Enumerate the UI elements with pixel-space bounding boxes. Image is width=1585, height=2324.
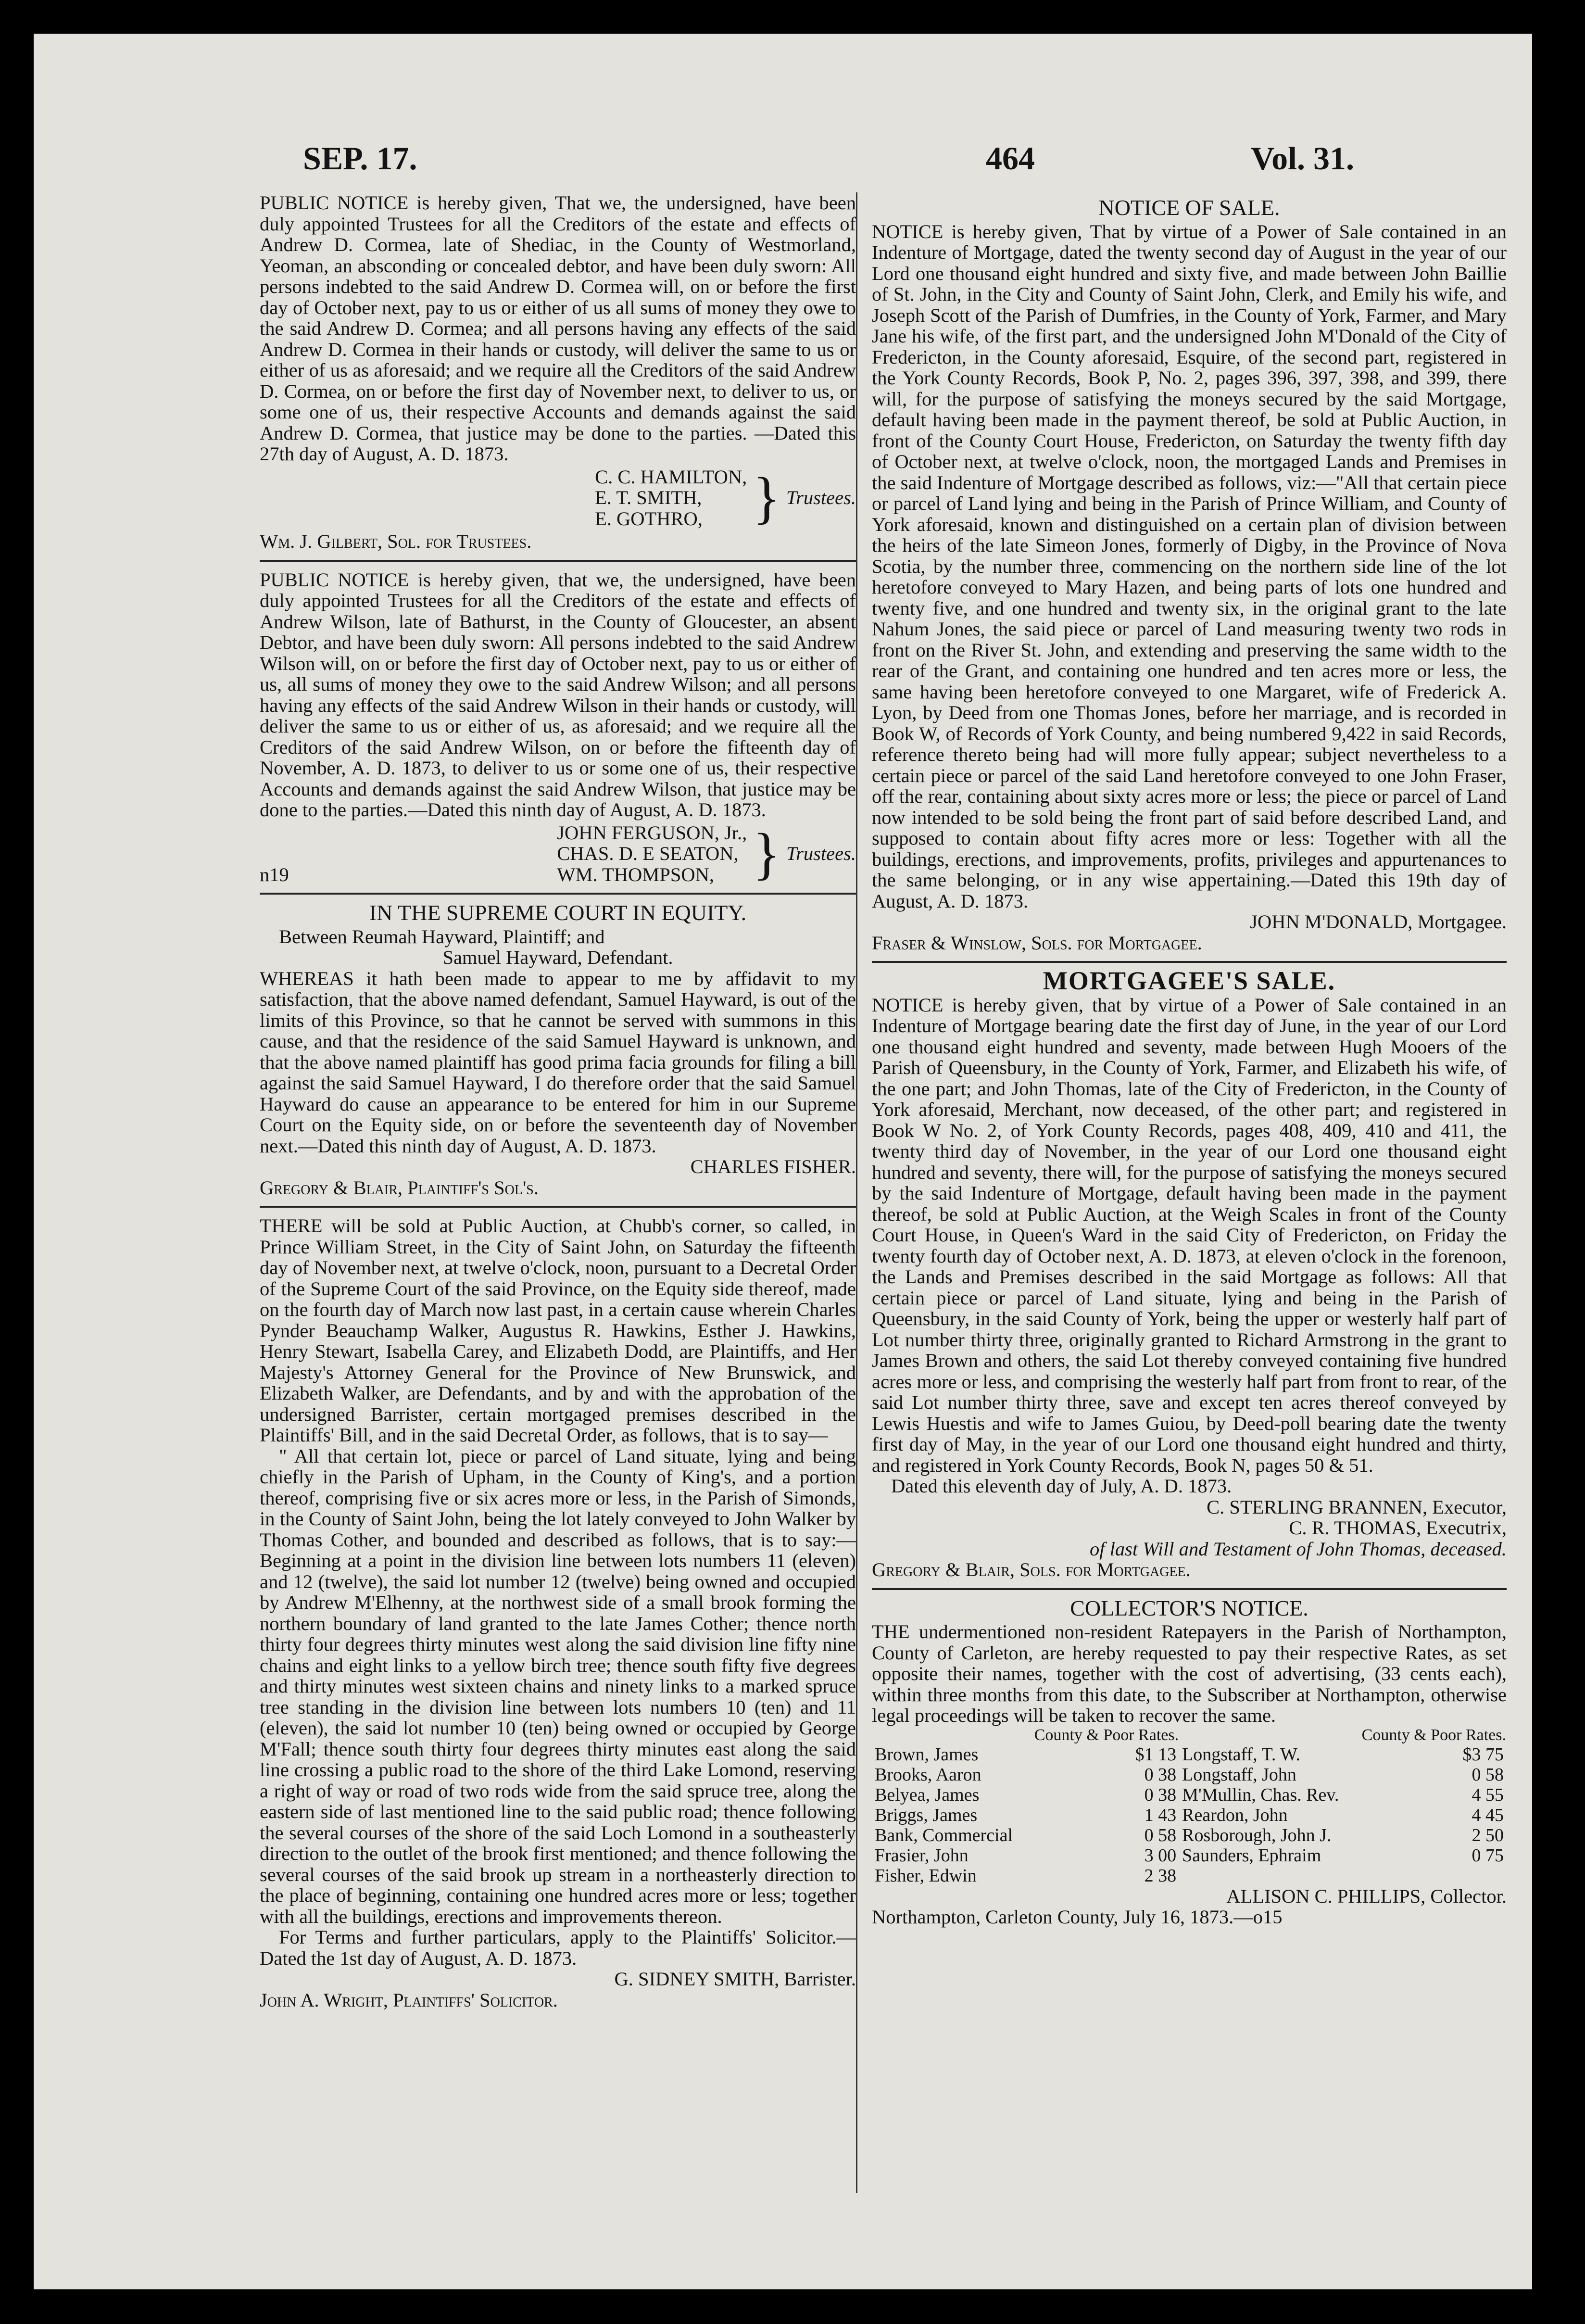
collector-signer: ALLISON C. PHILLIPS, Collector. xyxy=(1226,1885,1507,1907)
notice-code: n19 xyxy=(260,863,289,885)
table-row: Brooks, Aaron 0 38 Longstaff, John 0 58 xyxy=(875,1764,1504,1785)
table-row: Frasier, John 3 00 Saunders, Ephraim 0 75 xyxy=(875,1845,1504,1866)
solicitor-line: Gregory & Blair, Plaintiff's Sol's. xyxy=(260,1176,539,1199)
divider xyxy=(260,560,856,562)
solicitor-line: Gregory & Blair, Sols. for Mortgagee. xyxy=(872,1559,1191,1580)
trustee-name: E. GOTHRO, xyxy=(595,507,703,530)
brace-icon: } xyxy=(753,465,780,530)
table-row: Bank, Commercial 0 58 Rosborough, John J. 2 50 xyxy=(875,1825,1504,1845)
divider xyxy=(260,1206,856,1208)
mortgagee-sale-title: MORTGAGEE'S SALE. xyxy=(1043,966,1336,995)
executrix-signer: C. R. THOMAS, Executrix, xyxy=(1289,1517,1507,1539)
court-notice-title: IN THE SUPREME COURT IN EQUITY. xyxy=(369,900,747,925)
court-signer: CHARLES FISHER. xyxy=(690,1156,856,1177)
solicitor-line: Wm. J. Gilbert, Sol. for Trustees. xyxy=(260,530,532,552)
notice-of-sale-text: NOTICE is hereby given, That by virtue of a Power of Sale contained in an Indenture of Mortgage, dated the twenty second day of August in the year of our Lord one thousand eight hundred and sixty five, and made between John Baillie of St. John, in the City and County of Saint John, Clerk, and Emily his wife, and Joseph Scott of the Parish of Dumfries, in the County of York, Farmer, and Mary Jane his wife, of the first part, and the undersigned John M'Donald of the City of Fredericton, in the County aforesaid, Esquire, of the second part, registered in the York County Records, Book P, No. 2, pages 396, 397, 398, and 399, there will, for the purpose of satisfying the moneys secured by the said Mortgage, default having been made in the payment thereof, be sold at Public Auction, in front of the County Court House, Fredericton, on Saturday the twenty fifth day of October next, at twelve o'clock, noon, the mortgaged Lands and Premises in the said Indenture of Mortgage described as follows, viz:—"All that certain piece or parcel of Land lying and being in the Parish of Prince William, and County of York aforesaid, known and distinguished on a certain plan of division between the heirs of the late Simeon Jones, formerly of Digby, in the Province of Nova Scotia, by the number three, commencing on the northern side line of the lot heretofore conveyed to Mary Hazen, and being parts of lots one hundred and twenty five, and one hundred and twenty six, in the original grant to the late Nahum Jones, the said piece or parcel of Land measuring twenty two rods in front on the River St. John, and extending and preserving the same width to the rear of the Grant, and containing one hundred and ten acres more or less, the same having been heretofore conveyed to one Margaret, wife of Frederick A. Lyon, by Deed from one Thomas Jones, before her marriage, and is recorded in Book W, of Records of York County, and being numbered 9,422 in said Records, reference thereto being had will more fully appear; subject nevertheless to a certain piece or parcel of the said Land heretofore conveyed to one John Fraser, off the rear, containing about sixty acres more or less; the piece or parcel of Land now intended to be sold being the front part of said before described Land, and supposed to contain about fifty acres more or less: Together with all the buildings, erections, and improvements, profits, privileges and appurtenances to the same belonging, or in any wise appertaining.—Dated this 19th day of August, A. D. 1873. xyxy=(872,220,1507,912)
divider xyxy=(872,961,1507,963)
table-row: Brown, James $1 13 Longstaff, T. W. $3 75 xyxy=(875,1744,1504,1765)
table-row: Fisher, Edwin 2 38 xyxy=(875,1865,1177,1886)
rates-column-header: County & Poor Rates. xyxy=(1034,1726,1179,1744)
trustees-signature-cormea xyxy=(260,467,856,530)
auction-terms: For Terms and further particulars, apply to the Plaintiffs' Solicitor.—Dated the 1st day of August, A. D. 1873. xyxy=(260,1926,856,1969)
auction-signer: G. SIDNEY SMITH, Barrister. xyxy=(614,1968,856,1990)
mortgagee-dated: Dated this eleventh day of July, A. D. 1873. xyxy=(891,1475,1232,1497)
table-row: Briggs, James 1 43 Reardon, John 4 45 xyxy=(875,1805,1504,1825)
trustees-notice-wilson-text: PUBLIC NOTICE is hereby given, that we, the undersigned, have been duly appointed Trustees for all the Creditors of the estate and effects of Andrew Wilson, late of Bathurst, in the County of Gloucester, an absent Debtor, and have been duly sworn: All persons indebted to the said Andrew Wilson will, on or before the first day of October next, pay to us or either of us, all sums of money they owe to the said Andrew Wilson; and all persons having any effects of the said Andrew Wilson in their hands or custody, will deliver the same to us or either of us, as aforesaid; and we require all the Creditors of the said Andrew Wilson, on or before the fifteenth day of November, A. D. 1873, to deliver to us or some one of us, their respective Accounts and demands against the said Andrew Wilson, that justice may be done to the parties.—Dated this ninth day of August, A. D. 1873. xyxy=(260,568,856,821)
trustees-notice-cormea-text: PUBLIC NOTICE is hereby given, That we, the undersigned, have been duly appointed Trustees for all the Creditors of the estate and effects of Andrew D. Cormea, late of Shediac, in the County of Westmorland, Yeoman, an absconding or concealed debtor, and have been duly sworn: All persons indebted to the said Andrew D. Cormea will, on or before the first day of October next, pay to us or either of us all sums of money they owe to the said Andrew D. Cormea; and all persons having any effects of the said Andrew D. Cormea in their hands or custody, will deliver the same to us or either of us as aforesaid; and we require all the Creditors of the said Andrew D. Cormea, on or before the first day of November next, to deliver to us, or some one of us, their respective Accounts and demands against the said Andrew D. Cormea, that justice may be done to the parties. —Dated this 27th day of August, A. D. 1873. xyxy=(260,192,856,465)
header-date: SEP. 17. xyxy=(303,140,417,177)
header-page-number: 464 xyxy=(986,140,1035,177)
collector-place-date: Northampton, Carleton County, July 16, 1873.—o15 xyxy=(872,1906,1283,1928)
trustees-signature-wilson xyxy=(260,822,856,885)
trustee-name: WM. THOMPSON, xyxy=(557,863,714,885)
divider xyxy=(260,893,856,895)
court-parties-line: Between Reumah Hayward, Plaintiff; and xyxy=(279,925,605,947)
left-column xyxy=(260,192,856,2193)
trustee-name: CHAS. D. E SEATON, xyxy=(557,843,739,864)
sale-signer: JOHN M'DONALD, Mortgagee. xyxy=(1250,911,1507,933)
auction-notice-text: THERE will be sold at Public Auction, at Chubb's corner, so called, in Prince William Street, in the City of Saint John, on Saturday the fifteenth day of November next, at twelve o'clock, noon, pursuant to a Decretal Order of the Supreme Court of the said Province, on the Equity side thereof, made on the fourth day of March now last past, in a certain cause wherein Charles Pynder Beauchamp Walker, Augustus R. Hawkins, Esther J. Hawkins, Henry Stewart, Isabella Carey, and Elizabeth Dodd, are Plaintiffs, and Her Majesty's Attorney General for the Province of New Brunswick, and Elizabeth Walker, are Defendants, and by and with the approbation of the undersigned Barrister, certain mortgaged premises described in the Plaintiffs' Bill, and in the said Decretal Order, as follows, that is to say— xyxy=(260,1215,856,1446)
page-header xyxy=(303,125,1354,192)
solicitor-line: Fraser & Winslow, Sols. for Mortgagee. xyxy=(872,932,1202,954)
divider xyxy=(872,1588,1507,1590)
mortgagee-sale-text: NOTICE is hereby given, that by virtue of a Power of Sale contained in an Indenture of Mortgage bearing date the first day of June, in the year of our Lord one thousand eight hundred and seventy, made between Hugh Mooers of the Parish of Queensbury, in the County of York, Farmer, and Elizabeth his wife, of the one part; and John Thomas, late of the City of Fredericton, in the County of York aforesaid, Merchant, now deceased, of the other part; and registered in Book W No. 2, of York County Records, pages 408, 409, 410 and 411, the twenty third day of November, in the year of our Lord one thousand eight hundred and seventy, there will, for the purpose of satisfying the moneys secured by the said Indenture of Mortgage, default having been made in the payment thereof, be sold at Public Auction, at the Weigh Scales in front of the County Court House, in Queen's Ward in the said City of Fredericton, on Friday the twenty fourth day of October next, A. D. 1873, at eleven o'clock in the forenoon, the Lands and Premises described in the said Mortgage as follows: All that certain piece or parcel of Land situate, lying and being in the Parish of Queensbury, in the said County of York, being the upper or westerly half part of Lot number thirty three, originally granted to Richard Armstrong in the grant to James Brown and others, the said Lot thereby conveyed containing five hundred acres more or less, and comprising the westerly half part from front to rear, of the said Lot number thirty three, save and except ten acres thereof conveyed by Lewis Huestis and wife to James Guiou, by Deed-poll bearing date the twenty first day of May, in the year of our Lord one thousand eight hundred and thirty, and registered in York County Records, Book N, pages 50 & 51. xyxy=(872,994,1507,1476)
trustee-name: C. C. HAMILTON, xyxy=(595,466,747,488)
collector-notice-text: THE undermentioned non-resident Ratepayers in the Parish of Northampton, County of Carleton, are hereby requested to pay their respective Rates, as set opposite their names, together with the cost of advertising, (33 cents each), within three months from this date, to the Subscriber at Northampton, otherwise legal proceedings will be taken to recover the same. xyxy=(872,1621,1507,1726)
testament-line: of last Will and Testament of John Thomas, deceased. xyxy=(1090,1538,1507,1560)
notice-of-sale-title: NOTICE OF SALE. xyxy=(1098,195,1280,220)
court-parties-line: Samuel Hayward, Defendant. xyxy=(442,947,673,968)
brace-icon: } xyxy=(753,821,780,885)
collector-notice-title: COLLECTOR'S NOTICE. xyxy=(1070,1595,1308,1620)
newspaper-page xyxy=(34,34,1532,2289)
rates-table xyxy=(872,1726,1507,1886)
trustees-role: Trustees. xyxy=(786,487,856,508)
right-column xyxy=(856,192,1507,2193)
rates-column-header: County & Poor Rates. xyxy=(1361,1726,1506,1744)
trustee-name: E. T. SMITH, xyxy=(595,487,702,508)
solicitor-line: John A. Wright, Plaintiffs' Solicitor. xyxy=(260,1989,558,2011)
executor-signer: C. STERLING BRANNEN, Executor, xyxy=(1207,1496,1507,1518)
court-notice-text: WHEREAS it hath been made to appear to me by affidavit to my satisfaction, that the above named defendant, Samuel Hayward, is out of the limits of this Province, so that he cannot be served with summons in this cause, and that the residence of the said Samuel Hayward is unknown, and that the above named plaintiff has good prima facia grounds for filing a bill against the said Samuel Hayward, I do therefore order that the said Samuel Hayward do cause an appearance to be entered for him in our Supreme Court on the Equity side, on or before the seventeenth day of November next.—Dated this ninth day of August, A. D. 1873. xyxy=(260,967,856,1157)
trustees-role: Trustees. xyxy=(786,843,856,864)
table-row: Belyea, James 0 38 M'Mullin, Chas. Rev. 4 55 xyxy=(875,1784,1504,1805)
trustee-name: JOHN FERGUSON, Jr., xyxy=(557,821,747,844)
auction-land-description: " All that certain lot, piece or parcel of Land situate, lying and being chiefly in the Parish of Upham, in the County of King's, and a portion thereof, comprising five or six acres more or less, in the Parish of Simonds, in the County of Saint John, being the lot lately conveyed to John Walker by Thomas Cother, and bounded and described as follows, that is to say:—Beginning at a point in the division line between lots numbers 11 (eleven) and 12 (twelve), the said lot number 12 (twelve) being owned and occupied by Andrew M'Elhenny, at the northwest side of a small brook forming the northern boundary of land granted to the late James Cother; thence north thirty four degrees thirty minutes west along the said division line fifty nine chains and eight links to a yellow birch tree; thence south fifty five degrees and thirty minutes west sixteen chains and ninety links to a marked spruce tree standing in the division line between lots numbers 10 (ten) and 11 (eleven), the said lot number 10 (ten) being owned or occupied by George M'Fall; thence south thirty four degrees thirty minutes east along the said line crossing a public road to the shore of the third Lake Lomond, reserving a right of way or road of two rods wide from the said spruce tree, along the eastern side of last mentioned line to the said public road; thence following the several courses of the shore of the said Loch Lomond in a southeasterly direction to the outlet of the brook first mentioned; and thence following the several courses of the said brook up stream in a northeasterly direction to the place of beginning, containing one hundred acres more or less; together with all the buildings, erections and improvements thereon. xyxy=(260,1445,856,1927)
header-volume: Vol. 31. xyxy=(1251,140,1354,177)
